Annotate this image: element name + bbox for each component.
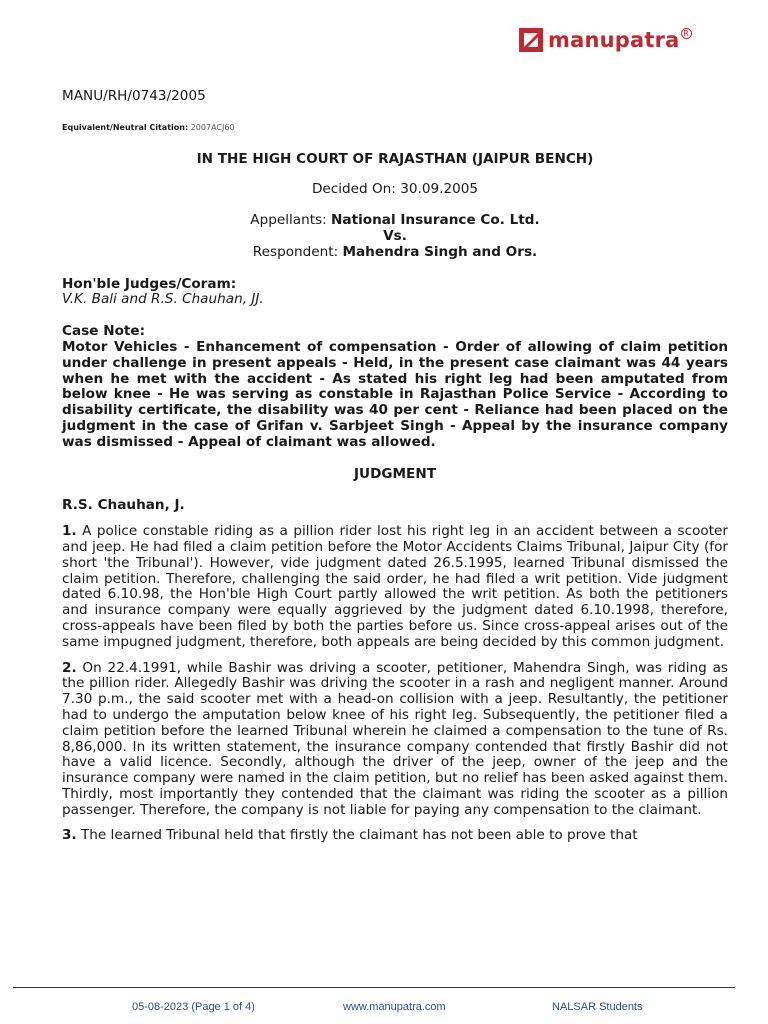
paragraph-number: 1.	[62, 523, 77, 540]
versus: Vs.	[383, 227, 407, 244]
registered-mark: R	[681, 28, 692, 39]
appellants-line	[62, 213, 728, 229]
court-title: IN THE HIGH COURT OF RAJASTHAN (JAIPUR BENCH)	[196, 150, 594, 167]
judgment-heading: JUDGMENT	[353, 465, 436, 482]
judges-section	[62, 277, 728, 309]
decided-date: 30.09.2005	[400, 181, 479, 198]
appellants-label: Appellants:	[250, 212, 327, 229]
case-note-text: Motor Vehicles - Enhancement of compensation - Order of allowing of claim petition under challenge in present appeals - Held, in the present case claimant was 44 years when he met with the accident - As stated his right leg had been amputated from below knee - He was serving as constable in Rajasthan Police Service - According to disability certificate, the disability was 40 per cent - Reliance had been placed on the judgment in the case of Grifan v. Sarbjeet Singh - Appeal by the insurance company was dismissed - Appeal of claimant was allowed.	[62, 338, 728, 450]
respondent-label: Respondent:	[252, 243, 339, 260]
respondent-name: Mahendra Singh and Ors.	[342, 243, 538, 260]
footer-divider	[13, 987, 735, 988]
parties	[62, 213, 728, 260]
citation	[62, 120, 728, 136]
manu-id: MANU/RH/0743/2005	[62, 88, 206, 104]
judgment-author: R.S. Chauhan, J.	[62, 497, 185, 514]
decided-on	[62, 182, 728, 198]
paragraph-number: 2.	[62, 659, 77, 676]
paragraph-text: The learned Tribunal held that firstly the claimant has not been able to prove that	[76, 827, 638, 844]
manupatra-mark-icon	[518, 27, 544, 53]
citation-value: 2007ACJ60	[190, 122, 235, 132]
judges-names: V.K. Bali and R.S. Chauhan, JJ.	[62, 291, 264, 308]
case-note-section	[62, 324, 728, 450]
footer-date-page: 05-08-2023 (Page 1 of 4)	[132, 1001, 255, 1013]
footer-user: NALSAR Students	[552, 1001, 643, 1013]
judges-heading: Hon'ble Judges/Coram:	[62, 275, 237, 292]
footer-website-link[interactable]: www.manupatra.com	[343, 1001, 446, 1013]
manupatra-logo	[518, 26, 692, 54]
paragraph-text: On 22.4.1991, while Bashir was driving a scooter, petitioner, Mahendra Singh, was riding as the pillion rider. Allegedly Bashir was driving the scooter in a rash and negligent manner. Around 7.30 p.m., the said scooter met with a head-on collision with a jeep. Resultantly, the petitioner had to undergo the amputation below knee of his right leg. Subsequently, the petitioner filed a claim petition before the learned Tribunal wherein he claimed a compensation to the tune of Rs. 8,86,000. In its written statement, the insurance company contended that firstly Bashir did not have a valid licence. Secondly, although the driver of the jeep, owner of the jeep and the insurance company were named in the claim petition, but no relief has been asked against them. Thirdly, most importantly they contended that the claimant was riding the scooter as a pillion passenger. Therefore, the company is not liable for paying any compensation to the claimant.	[62, 659, 728, 818]
paragraph-number: 3.	[62, 827, 77, 844]
respondent-line	[62, 245, 728, 261]
citation-label: Equivalent/Neutral Citation:	[62, 122, 189, 132]
case-note-heading: Case Note:	[62, 323, 146, 340]
appellants-name: National Insurance Co. Ltd.	[331, 212, 540, 229]
document-body	[62, 86, 728, 844]
decided-label: Decided On:	[311, 181, 396, 198]
paragraph-text: A police constable riding as a pillion rider lost his right leg in an accident between a scooter and jeep. He had filed a claim petition before the Motor Accidents Claims Tribunal, Jaipur City (for short 'the Tribunal'). However, vide judgment dated 26.5.1995, learned Tribunal dismissed the claim petition. Therefore, challenging the said order, he had filed a writ petition. Vide judgment dated 6.10.98, the Hon'ble High Court partly allowed the writ petition. As both the petitioners and insurance company were equally aggrieved by the judgment dated 6.10.1998, therefore, cross-appeals have been filed by both the parties before us. Since cross-appeal arises out of the same impugned judgment, therefore, both appeals are being decided by this common judgment.	[62, 523, 728, 650]
paragraph	[62, 524, 728, 650]
paragraph	[62, 661, 728, 819]
brand-name: manupatra	[548, 28, 680, 52]
paragraph	[62, 828, 728, 844]
